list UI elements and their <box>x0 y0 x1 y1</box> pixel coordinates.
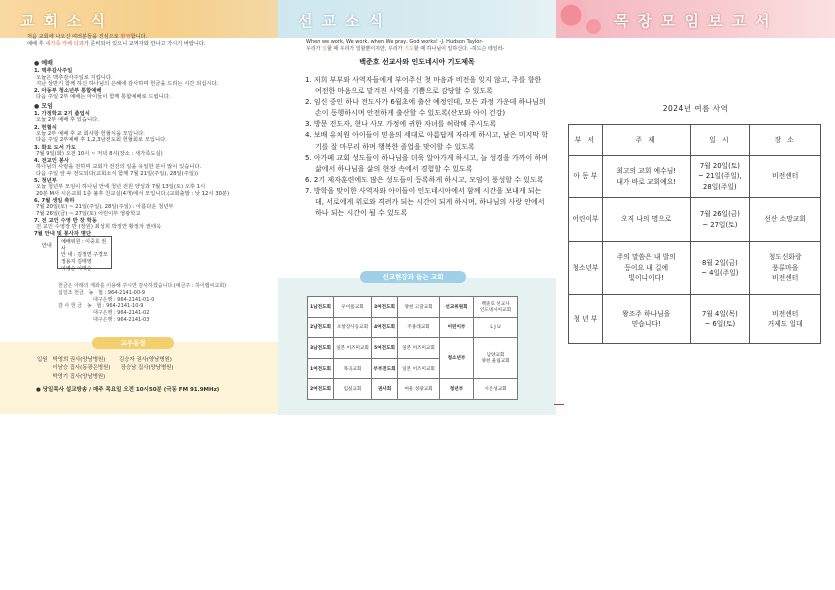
summer-schedule-title: 2024년 여름 사역 <box>662 104 729 113</box>
taylor-quote <box>306 39 551 53</box>
prayer-list <box>305 75 550 219</box>
account-line: 대구은행 : 964-2141-01-0 <box>58 296 155 303</box>
summer-schedule-table <box>568 124 821 344</box>
quote-highlight-pray: 기도 <box>404 45 414 52</box>
staff-line: 이영순 이태순 <box>61 265 92 272</box>
welcome-text-end: 합니다. <box>130 34 148 40</box>
mission-group: 2여전도회 <box>308 379 334 400</box>
quote-highlight-work: 일 <box>322 45 327 52</box>
notice-item-line: 하나님의 사랑을 전하며 교회가 전진의 일을 유일한 분이 많이 있습니다. <box>36 164 202 171</box>
notice-item-line: 오늘 청년부 모임이 하나님 안에 청년 전원 양성과 7월 13일(토) 오후 1시 <box>36 184 206 191</box>
hospital-list <box>37 356 272 381</box>
prayer-item: 4. 보배 유치원 아이들이 믿음의 세대로 아름답게 자라게 하시고, 남은 미지막 학기를 잘 마무리 하며 행복한 졸업을 맞이할 수 있도록 <box>305 131 549 151</box>
mission-news-banner <box>278 0 556 38</box>
cafe-highlight: 새가족 카페 다과 <box>45 41 84 47</box>
schedule-date: 8월 2일(금) ~ 4일(주일) <box>690 242 750 295</box>
schedule-date: 7월 4일(목) ~ 6일(토) <box>690 295 750 344</box>
notice-item-line: 전 교인 수영장 반 (장원) 최성희 박정연 황정자 권태옥 <box>36 224 162 231</box>
schedule-date: 7월 26일(금) ~ 27일(토) <box>690 198 750 242</box>
schedule-header-cell: 일 시 <box>690 125 750 156</box>
mission-church: 일본 어즈미교회 <box>398 358 440 379</box>
notice-item-title: 7월 안내 및 봉사자 명단 <box>34 231 92 238</box>
notice-item-line: 7월 26일(금) ~ 27일(토) 어린이부 영광학교 <box>36 210 141 217</box>
mission-group: 5여전도회 <box>372 338 398 359</box>
schedule-dept: 청 년 부 <box>569 295 603 344</box>
quote-part: 할 때 하나님이 일하신다. -허드슨 테일러- <box>413 45 505 52</box>
hospital-row: 입원 박영희 권사(양남병원) 김승자 권사(양남병원) <box>37 357 172 363</box>
mission-partner: L J U <box>474 317 518 338</box>
schedule-theme: 주의 말씀은 내 발의 등이요 내 길에 빛이니이다! <box>602 242 690 295</box>
quote-korean <box>306 46 551 53</box>
schedule-date: 7월 20일(토) ~ 21일(주일), 28일(주일) <box>690 156 750 198</box>
schedule-row <box>569 295 821 344</box>
staff-box <box>57 236 112 272</box>
notice-item-title: 2. 아동부 청소년부 통합예배 <box>34 88 102 95</box>
prayer-item: 5. 아가페 교회 성도들이 하나님을 더욱 알아가게 하시고, 늘 성경을 가까이 하며 삶에서 하나님을 삶의 현장 속에서 경험할 수 있도록 <box>305 153 549 173</box>
church-news-title: 교회소식 <box>20 12 114 30</box>
account-line: 대구은행 : 964-2141-02 <box>58 310 150 317</box>
schedule-theme: 오직 나의 명으로 <box>602 198 690 242</box>
schedule-dept: 청소년부 <box>569 242 603 295</box>
notice-section-head: ● 예배 <box>34 60 53 67</box>
mission-row <box>308 317 518 338</box>
mission-church: 여운 성광교회 <box>398 379 440 400</box>
notice-item-line: 다음 주일 앞 두 전도되다(교회소식 함께 7월 21일(주일), 28일(주일)) <box>36 170 199 177</box>
schedule-header-cell: 주 제 <box>602 125 690 156</box>
rose-decoration-icon <box>556 0 606 38</box>
notice-item-title: 3. 화요 도서 가도 <box>34 144 76 151</box>
schedule-header-cell: 부 서 <box>569 125 603 156</box>
notice-item-title: 1. 맥추감사주일 <box>34 68 73 75</box>
mission-partner: 남양교회 양천 울림교회 <box>474 338 518 379</box>
cafe-text-end: 가 준비되어 있으니 교역자와 만나고 가시기 바랍니다. <box>83 41 206 47</box>
mission-dept: 어린이부 <box>440 317 474 338</box>
account-line: 감 사 헌 금 농 협 : 964-2141-10-9 <box>58 303 144 310</box>
notices-list <box>34 58 274 238</box>
staff-line: 정용지 김태영 <box>61 259 92 266</box>
member-news-pill: 교우동정 <box>92 337 174 349</box>
schedule-row <box>569 198 821 242</box>
notice-item-line: 오늘 2부 예배 후 교 회사항 헌혈식을 모입니다. <box>36 130 145 137</box>
mission-group: 1남전도회 <box>308 297 334 318</box>
cafe-text: 예배 후 <box>27 41 46 47</box>
welcome-line-2 <box>27 41 272 48</box>
mission-group: 부부전도회 <box>372 358 398 379</box>
notice-section-head: ● 모임 <box>34 102 53 110</box>
church-news-column <box>0 0 278 415</box>
mission-group: 4여전도회 <box>372 317 398 338</box>
notice-item-line: 오늘은 맥추감사주일로 지킵니다. <box>36 74 113 81</box>
mission-dept: 선교위원회 <box>440 297 474 318</box>
mission-group: 1여전도회 <box>308 358 334 379</box>
quote-english: When we work, We work, when We pray, God works! -J. Hudson Taylor- <box>306 39 483 45</box>
cell-report-title: 목장모임보고서 <box>614 12 779 30</box>
notice-item-title: 2. 헌혈식 <box>34 124 57 131</box>
mission-support-table <box>307 296 518 400</box>
notice-item-title: 6. 7월 생일 축하 <box>34 197 75 204</box>
prayer-title: 백준호 선교사와 인도네시아 기도제목 <box>359 58 475 66</box>
mission-support-pill: 선교현장과 돕는 교회 <box>360 271 466 283</box>
schedule-place: 비전센터 <box>750 156 821 198</box>
welcome-text: 처음 교회에 나오신 여러분들을 진심으로 <box>27 34 121 40</box>
notice-item-title: 1. 가정학교 2기 졸업식 <box>34 111 90 118</box>
mission-dept: 청소년부 <box>440 338 474 379</box>
schedule-row <box>569 156 821 198</box>
prayer-item: 3. 방문 전도자, 현나 사모 가정에 귀한 자녀를 허락해 주시도록 <box>305 120 497 129</box>
notice-item-line: 7월 9일(화) 오전 10시 ~ 저녁 8시(장소 : 새가족도실) <box>36 150 163 157</box>
welcome-highlight: 환영 <box>120 34 131 40</box>
mission-church: 일본 어즈미교회 <box>398 338 440 359</box>
mission-partner: 백준호 선교사 인도네시아교회 <box>474 297 518 318</box>
account-line: 대구은행 : 964-2141-03 <box>58 316 150 323</box>
mission-news-title: 선교소식 <box>298 12 392 30</box>
notice-item-line: 다음 주일 2부예배 후 1,2,3남전도회 헌혈회로 모입니다. <box>36 137 167 144</box>
mission-group: 3여전도회 <box>372 297 398 318</box>
welcome-intro <box>27 34 272 48</box>
mission-church: 임실교회 <box>334 379 372 400</box>
schedule-theme: 왕조주 하나님을 믿습니다! <box>602 295 690 344</box>
mission-news-column <box>278 0 556 415</box>
schedule-row <box>569 242 821 295</box>
quote-part: 할 때 우리가 일할뿐이지만, 우리가 <box>326 45 405 52</box>
notice-item-line: 다음 주일 2부 예배는 아이들이 함께 통합예배로 드립니다. <box>36 94 171 101</box>
staff-label: 안내 <box>42 243 52 249</box>
schedule-place: 청도신화랑 풍류마을 비전센터 <box>750 242 821 295</box>
mission-church: 포항장사동교회 <box>334 317 372 338</box>
mission-row <box>308 338 518 359</box>
staff-line: 안 내 : 김정연 구경모 <box>61 252 108 259</box>
mission-dept: 청년부 <box>440 379 474 400</box>
schedule-dept: 아 동 부 <box>569 156 603 198</box>
schedule-header-cell: 장 소 <box>750 125 821 156</box>
prayer-item: 2. 임신 중인 하나 전도사가 6월초에 출산 예정인데, 모든 과정 가운데 하나님의 손이 동행하시며 안전하게 출산할 수 있도록(산모와 아이 건강) <box>305 98 546 118</box>
mission-church: 우이룸교회 <box>334 297 372 318</box>
hospital-row: 이남승 집사(동광은병원) 장승남 집사(양남병원) <box>37 365 174 372</box>
mission-church: 목곡교회 <box>334 358 372 379</box>
church-news-banner <box>0 0 278 38</box>
account-line: 헌금은 아래의 계좌를 이용해 주시면 감사하겠습니다.(예금주 : 하이랩씨교회) <box>58 283 227 289</box>
schedule-theme: 최고의 교회 예수님! 내가 바로 교회예요! <box>602 156 690 198</box>
notice-item-line: 오늘 2부 예배 후 있습니다. <box>36 117 99 124</box>
mission-row <box>308 379 518 400</box>
mission-group: 3남전도회 <box>308 338 334 359</box>
prayer-item: 7. 방학을 맞이한 사역자와 아이들이 인도네시아에서 함께 시간을 보내게 되는데, 서로에게 위로와 격려가 되는 시간이 되게 하시며, 하나님의 사랑 안에서 하나 되는 시간이 될 수 있도록 <box>305 186 545 218</box>
staff-line: 예배위원 : 이중호 권사 <box>61 239 107 252</box>
schedule-place: 선산 소망교회 <box>750 198 821 242</box>
schedule-header-row <box>569 125 821 156</box>
notice-item-line: 7월 20일(토) ~ 21일(주일), 28일(주일) : 아름다운 청년부 <box>36 204 174 211</box>
mission-church: 주홍레교회 <box>398 317 440 338</box>
welcome-line-1 <box>27 34 272 41</box>
mission-church: 양천 고갈교회 <box>398 297 440 318</box>
notice-item-line: 지난 상반기 함께 하신 하나님의 은혜에 감사하며 헌금을 드리는 시간 되십시다. <box>36 80 219 87</box>
notice-item-title: 5. 청년부 <box>34 178 57 185</box>
notice-item-title: 7. 전 교인 수영 반 장 학동 <box>34 217 97 224</box>
cell-report-banner <box>556 0 835 38</box>
divider-mark <box>554 404 564 405</box>
mission-group: 권사회 <box>372 379 398 400</box>
schedule-dept: 어린이부 <box>569 198 603 242</box>
prayer-item: 6. 2기 제자훈련에도 많은 성도들이 등록하게 하시고, 모임이 풍성할 수 있도록 <box>305 175 544 184</box>
offering-accounts <box>58 283 268 324</box>
notice-item-title: 4. 전교인 봉사 <box>34 158 69 165</box>
quote-part: 우리가 <box>306 45 323 52</box>
notice-item-line: 20분 M사 시온교회 1층 불후 친교실(4개)에서 모입니다.(교회출발 : 낮 12시 30분) <box>36 190 230 197</box>
schedule-place: 비전센터 거제도 일대 <box>750 295 821 344</box>
mission-row <box>308 297 518 318</box>
prayer-item: 1. 저희 부부와 사역자들에게 부어주신 첫 마음과 비전을 잊지 않고, 주를 향한 여전한 마음으로 맡겨진 사역을 기쁨으로 감당할 수 있도록 <box>305 76 542 96</box>
cell-report-column <box>556 0 835 415</box>
hospital-row: 박영기 집사(양남병원) <box>37 373 106 380</box>
mission-group: 2남전도회 <box>308 317 334 338</box>
broadcast-notice: ● 당일목사 설교방송 / 매주 목요일 오전 10시50분 (극동 FM 91.9MHz) <box>36 387 220 393</box>
mission-partner: 시온성교회 <box>474 379 518 400</box>
account-line: 십일조 헌금 농 협 : 964-2141-00-9 <box>58 289 146 296</box>
mission-church: 일본 어즈미교회 <box>334 338 372 359</box>
